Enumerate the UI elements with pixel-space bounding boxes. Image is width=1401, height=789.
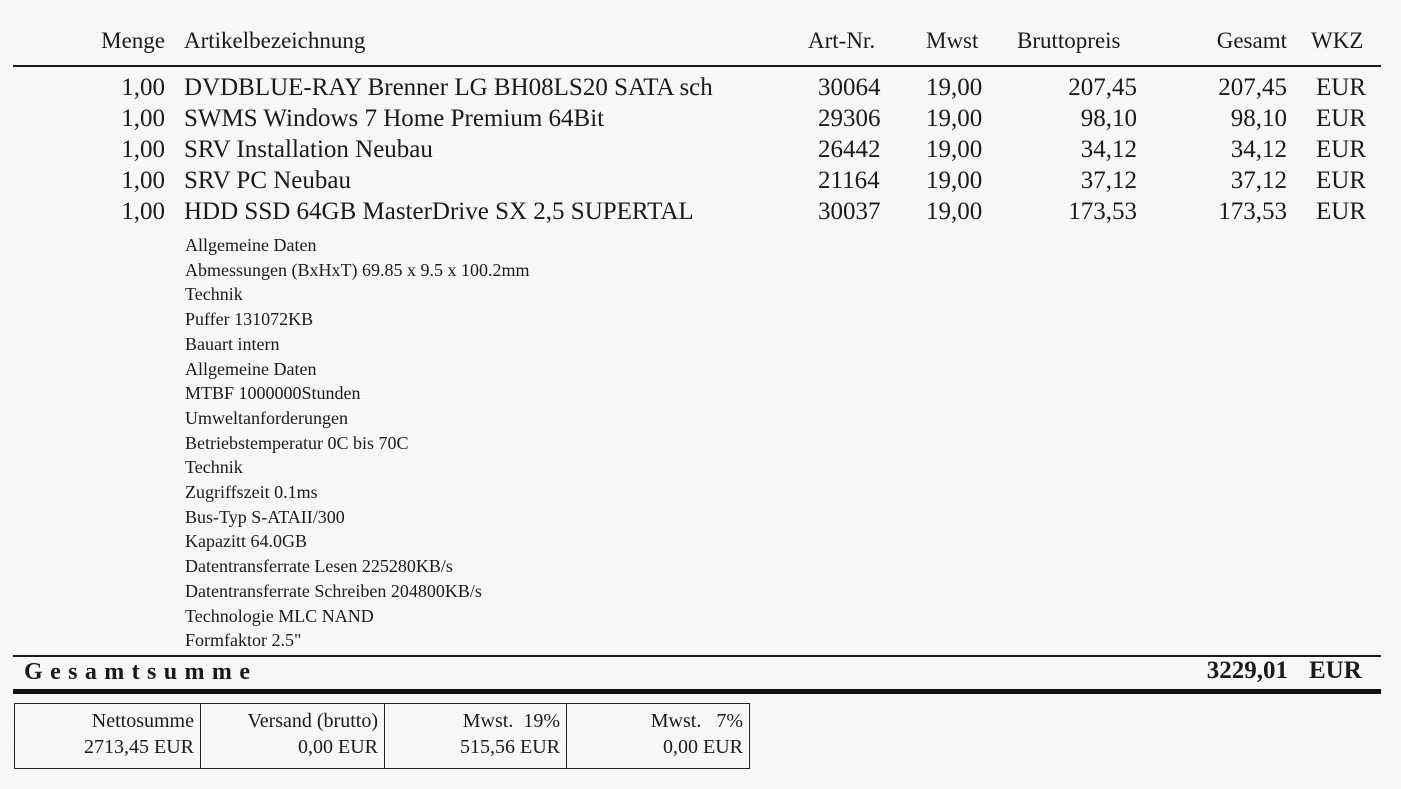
- summary-value: 0,00 EUR: [663, 736, 743, 758]
- item-currency: EUR: [1316, 167, 1366, 194]
- item-article-number: 30037: [818, 198, 881, 225]
- summary-label: Mwst. 7%: [650, 710, 743, 732]
- spec-line: Zugriffszeit 0.1ms: [185, 482, 318, 503]
- item-vat-rate: 19,00: [926, 167, 983, 194]
- header-wkz: WKZ: [1311, 28, 1364, 53]
- item-currency: EUR: [1316, 105, 1366, 132]
- spec-line: Datentransferrate Schreiben 204800KB/s: [185, 580, 482, 601]
- summary-table: [14, 703, 750, 769]
- grand-total-value: 3229,01: [1206, 657, 1288, 684]
- header-mwst: Mwst: [926, 28, 979, 53]
- item-total: 207,45: [1218, 74, 1287, 101]
- spec-line: Umweltanforderungen: [185, 407, 348, 428]
- item-quantity: 1,00: [121, 74, 165, 101]
- summary-cell-vat-19: [385, 704, 567, 768]
- item-row: [0, 167, 1401, 198]
- item-description: DVDBLUE-RAY Brenner LG BH08LS20 SATA sch: [184, 74, 713, 101]
- item-currency: EUR: [1316, 198, 1366, 225]
- item-row: [0, 105, 1401, 136]
- spec-line: Formfaktor 2.5": [185, 630, 302, 651]
- item-vat-rate: 19,00: [926, 136, 983, 163]
- item-total: 37,12: [1230, 167, 1287, 194]
- item-quantity: 1,00: [121, 167, 165, 194]
- item-currency: EUR: [1316, 136, 1366, 163]
- spec-line: Allgemeine Daten: [185, 235, 317, 255]
- summary-label: Mwst. 19%: [462, 710, 560, 732]
- header-artnr: Art-Nr.: [808, 28, 876, 53]
- summary-cell-vat-7: [567, 704, 749, 768]
- grand-total-currency: EUR: [1309, 657, 1362, 684]
- summary-label: Nettosumme: [91, 710, 194, 732]
- item-description: SRV Installation Neubau: [184, 136, 433, 163]
- item-vat-rate: 19,00: [926, 74, 983, 101]
- item-total: 34,12: [1230, 136, 1287, 163]
- item-quantity: 1,00: [121, 136, 165, 163]
- summary-value: 0,00 EUR: [298, 736, 378, 758]
- item-description: HDD SSD 64GB MasterDrive SX 2,5 SUPERTAL: [184, 198, 694, 225]
- item-gross-price: 207,45: [1068, 74, 1137, 101]
- item-total: 173,53: [1218, 198, 1287, 225]
- item-vat-rate: 19,00: [926, 198, 983, 225]
- item-article-number: 30064: [818, 74, 881, 101]
- item-article-number: 29306: [818, 105, 881, 132]
- item-description: SRV PC Neubau: [184, 167, 352, 194]
- header-gesamt: Gesamt: [1216, 28, 1287, 53]
- item-gross-price: 37,12: [1080, 167, 1137, 194]
- header-divider: [13, 65, 1381, 67]
- totals-divider: [13, 655, 1381, 657]
- item-article-number: 26442: [818, 136, 881, 163]
- spec-line: Abmessungen (BxHxT) 69.85 x 9.5 x 100.2mm: [185, 259, 530, 280]
- grand-total-label: Gesamtsumme: [24, 659, 258, 685]
- item-article-number: 21164: [818, 167, 880, 194]
- spec-line: Technik: [185, 457, 243, 478]
- summary-value: 515,56 EUR: [460, 736, 560, 758]
- item-gross-price: 34,12: [1080, 136, 1137, 163]
- item-row: [0, 198, 1401, 229]
- summary-label: Versand (brutto): [247, 710, 378, 732]
- header-menge: Menge: [101, 28, 165, 53]
- spec-line: Betriebstemperatur 0C bis 70C: [185, 432, 409, 453]
- totals-thick-divider: [13, 689, 1381, 694]
- spec-line: Technologie MLC NAND: [185, 605, 374, 626]
- item-description: SWMS Windows 7 Home Premium 64Bit: [184, 105, 605, 132]
- spec-line: Datentransferrate Lesen 225280KB/s: [185, 556, 453, 577]
- item-currency: EUR: [1316, 74, 1366, 101]
- item-row: [0, 74, 1401, 105]
- spec-line: MTBF 1000000Stunden: [185, 383, 361, 404]
- summary-value: 2713,45 EUR: [84, 736, 194, 758]
- summary-cell-shipping: [201, 704, 385, 768]
- item-gross-price: 173,53: [1068, 198, 1137, 225]
- product-specifications: [185, 233, 529, 653]
- item-gross-price: 98,10: [1080, 105, 1137, 132]
- item-quantity: 1,00: [121, 198, 165, 225]
- spec-line: Technik: [185, 284, 243, 305]
- spec-line: Allgemeine Daten: [185, 358, 317, 379]
- item-vat-rate: 19,00: [926, 105, 983, 132]
- spec-line: Puffer 131072KB: [185, 309, 314, 330]
- summary-cell-net: [15, 704, 201, 768]
- spec-line: Kapazitt 64.0GB: [185, 531, 307, 552]
- header-bruttopreis: Bruttopreis: [1017, 28, 1121, 53]
- spec-line: Bus-Typ S-ATAII/300: [185, 506, 345, 527]
- item-quantity: 1,00: [121, 105, 165, 132]
- item-total: 98,10: [1230, 105, 1287, 132]
- header-artikel: Artikelbezeichnung: [184, 28, 366, 53]
- item-row: [0, 136, 1401, 167]
- spec-line: Bauart intern: [185, 333, 280, 354]
